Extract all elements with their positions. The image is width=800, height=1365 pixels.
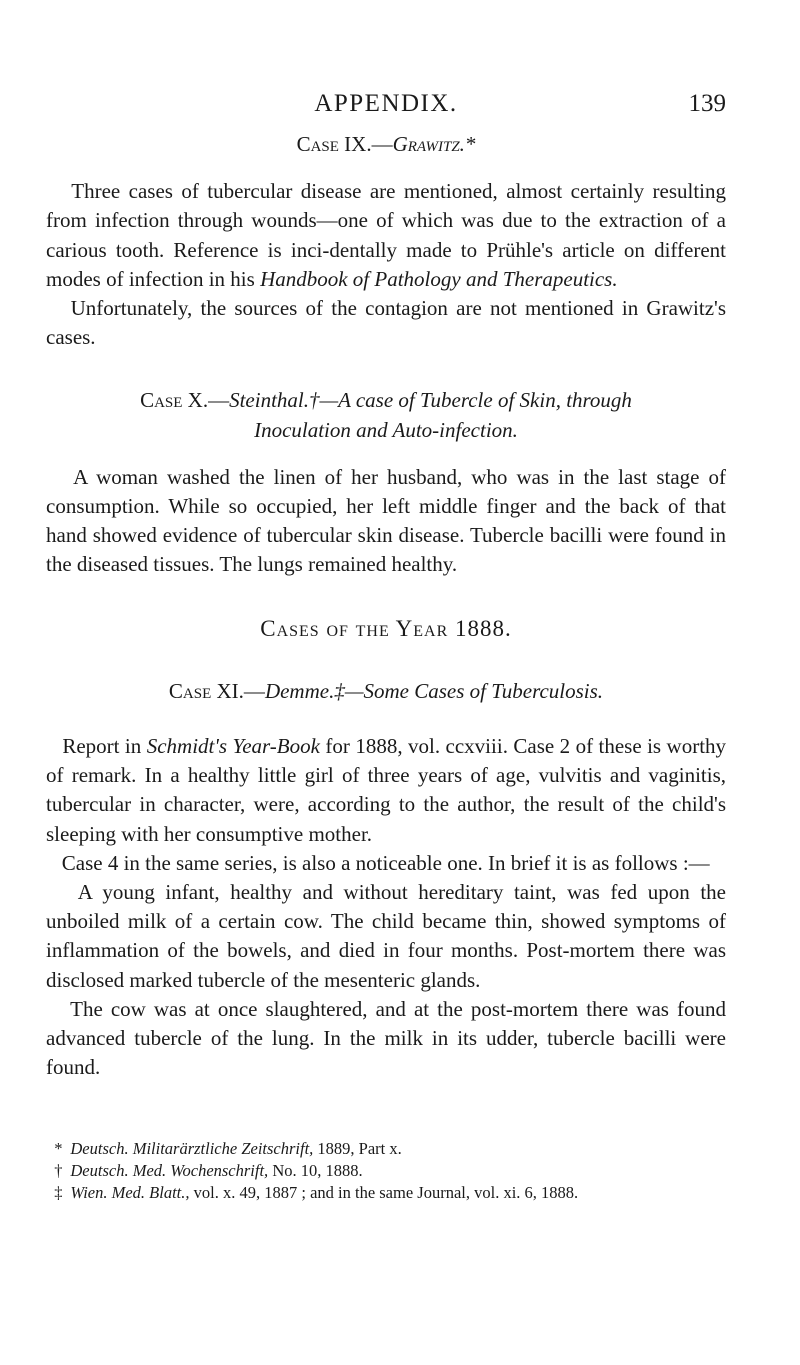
- case-xi-heading: [46, 677, 726, 706]
- footnote: * Deutsch. Militarärztliche Zeitschrift, 1889, Part x.: [54, 1139, 402, 1158]
- case-ix-author: Grawitz.*: [392, 132, 476, 156]
- case-ix-book-title: Handbook of Pathology and Therapeutics.: [260, 266, 618, 291]
- case-ix-heading: Case IX.—Grawitz.*: [296, 132, 476, 156]
- running-title: APPENDIX.: [314, 90, 458, 117]
- case-x-label: Case X.—: [140, 388, 230, 413]
- case-x-paragraph: A woman washed the linen of her husband, who was in the last stage of consumption. While so occupied, her left middle finger and the back of that hand showed evidence of tubercular skin disease. Tubercle bacilli were found in the diseased tissues. The lungs remained healthy.: [46, 464, 727, 577]
- running-head: [46, 90, 726, 120]
- case-xi-paragraph-3: A young infant, healthy and without hereditary taint, was fed upon the unboiled milk of a certain cow. The child became thin, showed symptoms of inflammation of the bowels, and died in four months. Post-mortem there was disclosed marked tubercle of the mesenteric glands.: [46, 880, 726, 992]
- case-x-subtitle: Inoculation and Auto-infection.: [254, 417, 518, 442]
- case-x-heading: [46, 386, 726, 415]
- case-xi-paragraph-1: Report in Schmidt's Year-Book for 1888, vol. ccxviii. Case 2 of these is worthy of remark. In a healthy little girl of three years of age, vulvitis and vaginitis, tubercular in character, were, according to the author, the result of the child's sleeping with her consumptive mother.: [46, 734, 727, 846]
- case-ix-paragraph-2: Unfortunately, the sources of the contagion are not mentioned in Grawitz's cases.: [46, 296, 726, 350]
- case-xi-author: Demme.‡—Some Cases of Tuberculosis.: [264, 678, 604, 703]
- case-xi-paragraph-2: Case 4 in the same series, is also a noticeable one. In brief it is as follows :—: [61, 850, 710, 875]
- case-ix-paragraph-1: Three cases of tubercular disease are mentioned, almost certainly resulting from infection through wounds—one of which was due to the extraction of a carious tooth. Reference is inci-dentally made to Prühle's article on different modes of infection in his Handbook of Pathology and Therapeutics.: [46, 179, 726, 291]
- case-xi-label: Case XI.—: [168, 678, 265, 703]
- page-number: 139: [688, 90, 726, 117]
- footnote: † Deutsch. Med. Wochenschrift, No. 10, 1888.: [54, 1161, 363, 1180]
- section-title: Cases of the Year 1888.: [260, 615, 512, 641]
- case-xi-book-title: Schmidt's Year-Book: [146, 734, 320, 759]
- case-x-author: Steinthal.†—A case of Tubercle of Skin, through: [229, 388, 632, 413]
- case-xi-paragraph-4: The cow was at once slaughtered, and at the post-mortem there was found advanced tubercle of the lung. In the milk in its udder, tubercle bacilli were found.: [46, 996, 726, 1080]
- case-ix-label: Case IX.: [296, 132, 372, 156]
- body-text: [46, 130, 726, 1082]
- footnotes: [46, 1138, 726, 1204]
- footnote: ‡ Wien. Med. Blatt., vol. x. 49, 1887 ; and in the same Journal, vol. xi. 6, 1888.: [54, 1183, 579, 1202]
